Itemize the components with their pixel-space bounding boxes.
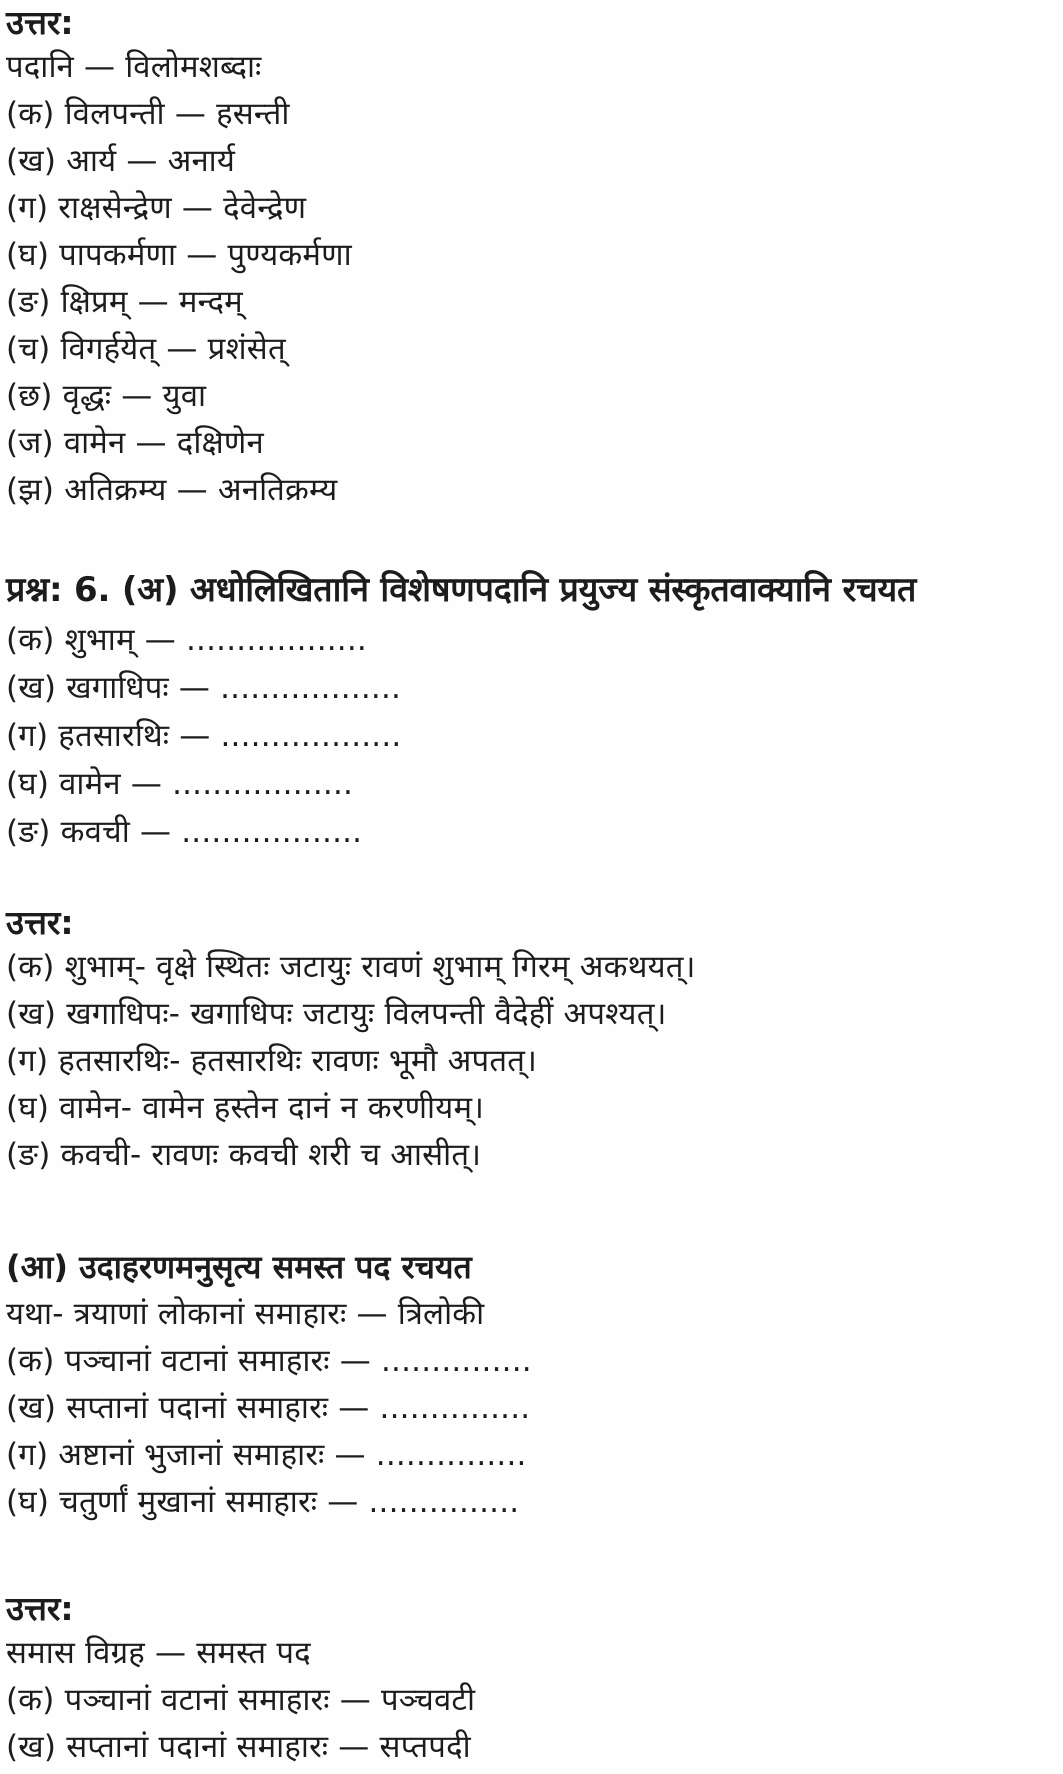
- answer-sentence: (ग) हतसारथिः- हतसारथिः रावणः भूमौ अपतत्।: [6, 1043, 538, 1079]
- answer-heading: उत्तर:: [6, 3, 74, 42]
- list-item: (क) विलपन्ती — हसन्ती: [6, 96, 290, 132]
- answer-intro-line: समास विग्रह — समस्त पद: [6, 1635, 311, 1671]
- section-answer-6a: [6, 902, 1063, 1179]
- list-item: (छ) वृद्धः — युवा: [6, 378, 207, 414]
- answer-sentence: (क) शुभाम्- वृक्षे स्थितः जटायुः रावणं शुभाम् गिरम् अकथयत्।: [6, 949, 696, 985]
- list-item: (ख) आर्य — अनार्य: [6, 143, 236, 179]
- fill-blank-item: (ग) हतसारथिः — ..................: [6, 718, 402, 754]
- example-line: यथा- त्रयाणां लोकानां समाहारः — त्रिलोकी: [6, 1296, 485, 1332]
- answer-sentence: (क) पञ्चानां वटानां समाहारः — पञ्चवटी: [6, 1682, 476, 1718]
- answer-heading: उत्तर:: [6, 903, 74, 942]
- question-aa-heading: (आ) उदाहरणमनुसृत्य समस्त पद रचयत: [6, 1248, 472, 1286]
- list-item: (झ) अतिक्रम्य — अनतिक्रम्य: [6, 472, 338, 508]
- fill-blank-item: (घ) चतुर्णां मुखानां समाहारः — ...............: [6, 1484, 520, 1520]
- answer-sentence: (घ) वामेन- वामेन हस्तेन दानं न करणीयम्।: [6, 1090, 485, 1126]
- question-6a-items: [6, 616, 1063, 856]
- section-question-aa: [6, 1243, 1063, 1526]
- section-answer-aa: [6, 1588, 1063, 1771]
- answer-sentence: (ख) सप्तानां पदानां समाहारः — सप्तपदी: [6, 1729, 471, 1765]
- answer-heading: उत्तर:: [6, 1589, 74, 1628]
- fill-blank-item: (क) शुभाम् — ..................: [6, 622, 367, 658]
- list-item: (घ) पापकर्मणा — पुण्यकर्मणा: [6, 237, 352, 273]
- section-answer-vilom: [6, 2, 1063, 514]
- list-item: (ग) राक्षसेन्द्रेण — देवेन्द्रेण: [6, 190, 307, 226]
- fill-blank-item: (ग) अष्टानां भुजानां समाहारः — ...............: [6, 1437, 527, 1473]
- list-item: (ज) वामेन — दक्षिणेन: [6, 425, 264, 461]
- list-item: (च) विगर्हयेत् — प्रशंसेत्: [6, 331, 286, 367]
- list-item: (ङ) क्षिप्रम् — मन्दम्: [6, 284, 243, 320]
- answer-intro-line: पदानि — विलोमशब्दाः: [6, 49, 262, 85]
- fill-blank-item: (ख) खगाधिपः — ..................: [6, 670, 402, 706]
- fill-blank-item: (ङ) कवची — ..................: [6, 814, 363, 850]
- fill-blank-item: (ख) सप्तानां पदानां समाहारः — ...............: [6, 1390, 531, 1426]
- answer-sentence: (ख) खगाधिपः- खगाधिपः जटायुः विलपन्ती वैदेहीं अपश्यत्।: [6, 996, 667, 1032]
- fill-blank-item: (घ) वामेन — ..................: [6, 766, 354, 802]
- section-question-6a: [6, 564, 1063, 856]
- question-heading: प्रश्न: 6. (अ) अधोलिखितानि विशेषणपदानि प्रयुज्य संस्कृतवाक्यानि रचयत: [6, 570, 917, 610]
- fill-blank-item: (क) पञ्चानां वटानां समाहारः — ...............: [6, 1343, 532, 1379]
- answer-sentence: (ङ) कवची- रावणः कवची शरी च आसीत्।: [6, 1137, 482, 1173]
